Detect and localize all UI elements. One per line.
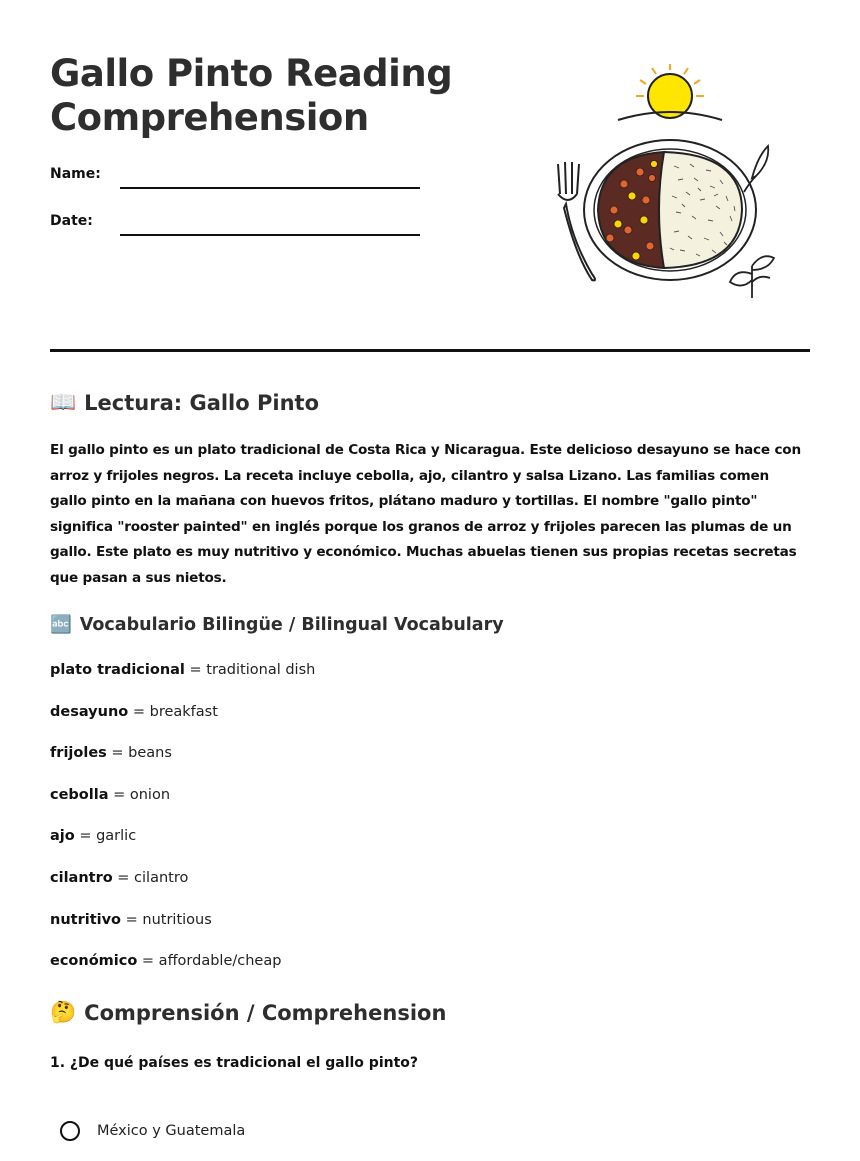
reading-section-title (50, 390, 319, 415)
thinking-face-icon: 🤔 (50, 1000, 77, 1024)
date-field-row (50, 209, 420, 235)
vocabulary-section-title (50, 615, 504, 635)
vocabulary-title-text: Vocabulario Bilingüe / Bilingual Vocabulary (79, 615, 504, 635)
page-title: Gallo Pinto Reading Comprehension (50, 52, 453, 139)
reading-passage: El gallo pinto es un plato tradicional de Costa Rica y Nicaragua. Este delicioso desayuno se hace con arroz y frijoles negros. La receta incluye cebolla, ajo, cilantro y salsa Lizano. Las familias comen gallo pinto en la mañana con huevos fritos, plátano maduro y tortillas. El nombre "gallo pinto" significa "rooster painted" en inglés porque los granos de arroz y frijoles parecen las plumas de un gallo. Este plato es muy nutritivo y económico. Muchas abuelas tienen sus propias recetas secretas que pasan a sus nietos. (50, 442, 801, 586)
vocab-item (50, 908, 315, 950)
vocab-item (50, 700, 315, 742)
vocab-item (50, 824, 315, 866)
vocab-meaning: = beans (106, 745, 172, 762)
header-divider (50, 349, 810, 352)
vocab-meaning: = garlic (74, 828, 137, 845)
vocab-item (50, 658, 315, 700)
vocab-meaning: = cilantro (112, 869, 189, 886)
sun-icon (618, 64, 722, 120)
vocab-term: desayuno (50, 703, 129, 720)
vocab-meaning: = affordable/cheap (137, 953, 282, 970)
vocab-term: frijoles (50, 745, 107, 762)
vocab-term: cilantro (50, 869, 113, 886)
question-1-option-1[interactable] (60, 1121, 245, 1141)
plate-icon (584, 140, 756, 280)
vocab-term: plato tradicional (50, 662, 185, 678)
comprehension-title-text: Comprensión / Comprehension (84, 1000, 447, 1025)
vocab-term: económico (50, 953, 138, 970)
date-field-line[interactable] (120, 234, 420, 236)
vocab-item (50, 866, 315, 908)
option-label: México y Guatemala (97, 1123, 246, 1139)
date-label: Date: (50, 213, 93, 229)
vocab-meaning: = breakfast (128, 703, 218, 720)
radio-button[interactable] (60, 1121, 80, 1141)
gallo-pinto-plate-illustration (548, 60, 780, 304)
vocab-item (50, 783, 315, 825)
book-icon: 📖 (50, 390, 77, 414)
name-field-row (50, 162, 420, 188)
vocab-term: nutritivo (50, 911, 122, 928)
name-field-line[interactable] (120, 187, 420, 189)
vocab-term: ajo (50, 828, 75, 845)
vocab-meaning: = traditional dish (184, 662, 316, 678)
vocab-item (50, 949, 315, 991)
question-1: 1. ¿De qué países es tradicional el gallo pinto? (50, 1055, 419, 1071)
comprehension-section-title (50, 1000, 446, 1025)
name-label: Name: (50, 166, 101, 182)
abc-icon: 🔤 (50, 615, 72, 635)
vocab-meaning: = nutritious (121, 911, 212, 928)
vocab-item (50, 741, 315, 783)
vocab-term: cebolla (50, 786, 109, 803)
vocabulary-list (50, 658, 315, 991)
vocab-meaning: = onion (108, 786, 171, 803)
reading-title-text: Lectura: Gallo Pinto (84, 390, 320, 415)
